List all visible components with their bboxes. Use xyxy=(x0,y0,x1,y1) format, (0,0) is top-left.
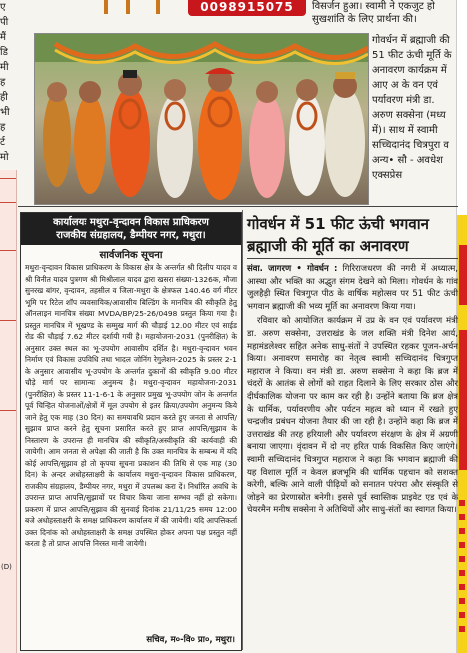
left-line: ह xyxy=(0,77,6,88)
left-line: ह xyxy=(0,122,6,133)
left-bottom-label: (D) xyxy=(1,563,12,571)
left-line: डि xyxy=(0,47,8,58)
top-right-line: सुखशांति के लिए प्रार्थना की। xyxy=(312,14,417,25)
notice-signature: सचिव, म०-वि० प्रा०, मथुरा। xyxy=(146,635,235,645)
left-line: पी xyxy=(0,17,9,28)
public-notice-box xyxy=(20,212,242,651)
red-dots xyxy=(459,500,465,640)
top-right-text xyxy=(312,0,458,26)
article-dateline: संवा. जागरण • गोवर्धन : xyxy=(247,264,338,274)
left-line: भी xyxy=(0,107,10,118)
article-paragraph: रविवार को आयोजित कार्यक्रम में उप्र के वन एवं पर्यावरण मंत्री डा. अरुण सक्सेना, उत्तराखंड के जल शक्ति मंत्री दिनेश आर्य, महामंडलेश्वर सहित अनेक साधु-संतों ने उपस्थित रहकर पूजन-अर्चन किया। अनावरण समारोह का नेतृत्व स्वामी सच्चिदानंद चित्रगुप्त महाराज ने किया। वन मंत्री डा. अरुण सक्सेना ने कहा कि ब्रज में चंदरों के आतंक से लोगों को राहत दिलाने के लिए सरकार ठोस और दीर्घकालिक योजना पर काम कर रही है। उन्होंने बताया कि ब्रज क्षेत्र के धार्मिक, पर्यावरणीय और पर्यटन महत्व को ध्यान में रखते हुए चन्द्रजीव प्रबंधन योजना तैयार की जा रही है। उन्होंने कहा कि ब्रज में उत्तराखंड की तरह हरियाली और पर्यावरण संरक्षण के क्षेत्र में अग्रणी बनाया जाएगा। वृंदावन में दो नए हरित पार्क विकसित किए जाएंगे। स्वामी सच्चिदानंद चित्रगुप्त महाराज ने कहा कि भगवान ब्रह्माजी की यह विशाल मूर्ति न केवल ब्रजभूमि की धार्मिक पहचान को सशक्त करेगी, बल्कि आने वाली पीढ़ियों को सनातन परंपरा और संस्कृति से जोड़ने का प्रेरणास्रोत बनेगी। इससे पूर्व स्वास्तिक प्राइवेट एड एवं के चेयरमैन मनीष सक्सेना ने अतिथियों और साधु-संतों का स्वागत किया। xyxy=(247,316,458,516)
news-photo xyxy=(34,33,369,205)
left-line: मैं xyxy=(0,32,6,43)
article-headline: गोवर्धन में 51 फीट ऊंची भगवान ब्रह्माजी की मूर्ति का अनावरण xyxy=(247,215,429,255)
left-line: मो xyxy=(0,152,9,163)
notice-header xyxy=(21,213,241,245)
ad-graphic xyxy=(156,0,160,14)
top-ad-fragment xyxy=(86,0,178,16)
photo-caption: गोवर्धन में ब्रह्माजी की 51 फीट ऊंची मूर्ति के अनावरण कार्यक्रम में आए अ के वन एवं पर्यावरण मंत्री डा. अरुण सक्सेना (मध्य में)। साथ में स्वामी सच्चिदानंद चित्रपुरा व अन्य• सौ - अवधेश एक्सप्रेस xyxy=(372,35,452,181)
left-line: र्ट xyxy=(0,137,6,148)
notice-address: राजकीय संग्रहालय, डैम्पीयर नगर, मथुरा। xyxy=(56,230,206,241)
ad-graphic xyxy=(104,0,108,14)
headline-rule xyxy=(247,258,458,259)
rule xyxy=(0,250,16,251)
crowd-photo-illustration xyxy=(35,34,368,204)
rule xyxy=(0,202,16,203)
rule xyxy=(0,178,16,179)
top-right-line: विसर्जन हुआ। स्वामी ने एकजुट हो xyxy=(312,1,435,12)
horizontal-rule xyxy=(18,206,458,207)
column-rule xyxy=(242,210,243,650)
notice-office: कार्यालयः मथुरा-वृन्दावन विकास प्राधिकरण xyxy=(53,217,209,228)
notice-body: मथुरा-वृन्दावन विकास प्राधिकरण के विकास क्षेत्र के अन्तर्गत श्री दिलीप यादव व श्री विनीत यादव पुत्रगण श्री मिश्रीलाल यादव द्वारा खसरा संख्या-1326क, मौजा सुनरख बांगर, वृन्दावन, तहसील व जिला-मथुरा के क्षेत्रफल 140.46 वर्ग मीटर भूमि पर रिटेल शॉप व्यवसायिक/आवासीय बिल्डिंग के मानचित्र की स्वीकृति हेतु ऑनलाइन मानचित्र संख्या MVDA/BP/25-26/0498 प्रस्तुत किया गया है। प्रस्तुत मानचित्र में भूखण्ड के सम्मुख मार्ग की चौड़ाई 12.00 मीटर एवं साईड रोड की चौड़ाई 7.62 मीटर दर्शायी गयी है। महायोजना-2031 (पुनरीक्षित) के अनुसार उक्त स्थल का भू-उपयोग आवासीय दर्शित है। मथुरा-वृन्दावन भवन निर्माण एवं विकास उपविधि तथा भादल जोनिंग रेगुलेशन-2025 के प्रस्तर 2-1 के अनुसार आवासीय भू-उपयोग के अन्तर्गत दुकानों की स्वीकृति 9.00 मीटर चौड़े मार्ग पर सामान्यः अनुमन्य है। मथुरा-वृन्दावन महायोजना-2031 (पुनरीक्षित) के प्रस्तर 11-1-6-1 के अनुसार प्रमुख भू-उपयोग जोन के अन्तर्गत पूर्व चिन्हित योजनाओं/क्षेत्रों में मूल उपयोग से इतर क्रिया/उपयोग अनुमन्य किये जाने हेतु एक माह (30 दिन) का समयावधि प्रदान करते हुए जनता से आपत्ति/सुझाव प्राप्त करने हेतु सूचना प्रसारित करते हुए प्राप्त आपत्ति/सुझाव के निस्तारण के उपरान्त ही मानचित्र की स्वीकृति/अस्वीकृति की कार्यवाही की जायेगी। आम जनता से अपेक्षा की जाती है कि उक्त मानचित्र के सम्बन्ध में यदि कोई आपत्ति/सुझाव हो तो कृपया सूचना प्रकाशन की तिथि से एक माह (30 दिन) के अन्दर अधोहस्ताक्षरी के कार्यालय मथुरा-वृन्दावन विकास प्राधिकरण, राजकीय संग्रहालय, डैम्पीयर नगर, मथुरा में उपलब्ध करा दें। निर्धारित अवधि के उपरान्त प्राप्त आपत्ति/सुझावों पर विचार किया जाना सम्भव नहीं हो सकेगा। प्रकरण में प्राप्त आपत्ति/सुझाव की सुनवाई दिनांक 21/11/25 समय 12:00 बजे अधोहस्ताक्षरी के समक्ष प्राधिकरण कार्यालय में की जायेगी। यदि आपत्तिकर्ता उक्त दिनांक को अधोहस्ताक्षरी के समक्ष उपस्थित होकर अपना पक्ष प्रस्तुत नहीं करता है तो प्राप्त आपत्ति निरस्त मानी जायेगी। xyxy=(25,263,237,548)
notice-subtitle: सार्वजनिक सूचना xyxy=(99,250,163,261)
ad-graphic xyxy=(126,0,130,14)
red-block xyxy=(459,245,467,305)
article-paragraph: गिरिराजधरण की नगरी में अध्यात्म, आस्था और भक्ति का अद्भुत संगम देखने को मिला। गोवर्धन के गांव जुलहैड़ी स्थित चित्रगुप्त पीठ के वार्षिक महोत्सव पर 51 फीट ऊंची भगवान ब्रह्माजी की भव्य मूर्ति का अनावरण किया गया। xyxy=(247,264,459,312)
left-line: मी xyxy=(0,62,9,73)
left-line: ही xyxy=(0,92,8,103)
phone-number-banner: 0098915075 xyxy=(188,0,306,16)
rule xyxy=(0,410,16,411)
red-block xyxy=(459,330,467,470)
left-column-text xyxy=(0,0,16,170)
left-ad-strip xyxy=(0,170,17,653)
rule xyxy=(0,320,16,321)
left-line: ए xyxy=(0,2,6,13)
article-body xyxy=(247,263,458,517)
